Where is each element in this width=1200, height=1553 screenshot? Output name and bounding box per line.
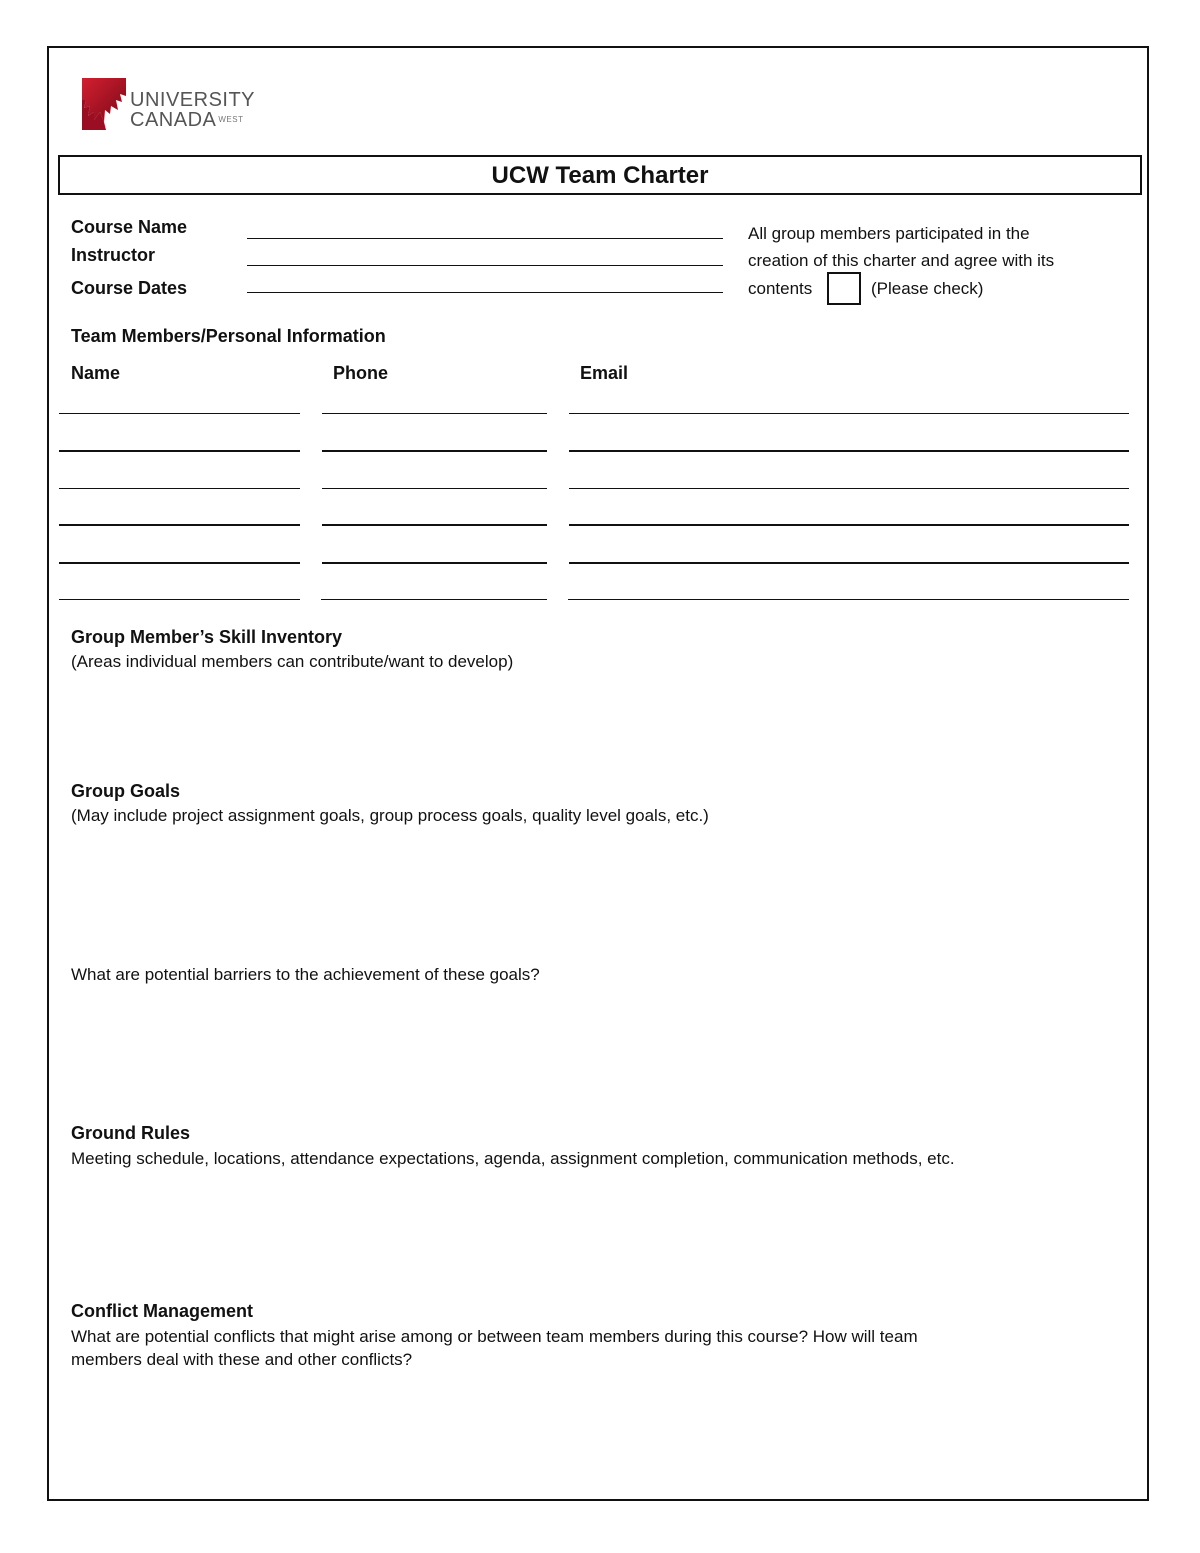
member-4-email-field[interactable] (569, 524, 1129, 526)
agreement-line-3-suffix: (Please check) (871, 279, 984, 298)
ground-rules-answer-area[interactable] (71, 1175, 1131, 1290)
agreement-line-1: All group members participated in the (748, 224, 1030, 243)
instructor-label: Instructor (71, 245, 156, 265)
skills-heading: Group Member’s Skill Inventory (71, 627, 343, 647)
member-1-phone-field[interactable] (322, 413, 547, 414)
logo-line-2-text: CANADA (130, 109, 217, 131)
goals-note: (May include project assignment goals, group process goals, quality level goals, etc.) (71, 806, 709, 825)
course-name-label: Course Name (71, 217, 188, 237)
logo-wordmark (130, 90, 255, 130)
member-6-email-field[interactable] (568, 599, 1129, 600)
member-1-email-field[interactable] (569, 413, 1129, 414)
logo-line-1: UNIVERSITY (130, 89, 256, 111)
column-header-email: Email (580, 363, 629, 383)
member-2-email-field[interactable] (569, 450, 1129, 452)
goals-heading: Group Goals (71, 781, 181, 801)
agreement-checkbox[interactable] (827, 272, 861, 305)
member-1-name-field[interactable] (59, 413, 300, 414)
conflict-note-line-2: members deal with these and other conflicts? (71, 1350, 413, 1369)
agreement-line-3-prefix: contents (748, 279, 813, 298)
ground-rules-note: Meeting schedule, locations, attendance expectations, agenda, assignment completion, communication methods, etc. (71, 1149, 955, 1168)
course-dates-label: Course Dates (71, 278, 188, 298)
member-2-phone-field[interactable] (322, 450, 547, 452)
member-3-email-field[interactable] (569, 488, 1129, 489)
member-5-email-field[interactable] (569, 562, 1129, 564)
barriers-answer-area[interactable] (71, 990, 1131, 1115)
conflict-note-line-1: What are potential conflicts that might arise among or between team members during this course? How will team (71, 1327, 918, 1346)
member-5-phone-field[interactable] (322, 562, 547, 564)
logo-suffix: WEST (218, 115, 244, 124)
skills-answer-area[interactable] (71, 678, 1131, 773)
member-5-name-field[interactable] (59, 562, 300, 564)
member-4-name-field[interactable] (59, 524, 300, 526)
goals-answer-area[interactable] (71, 832, 1131, 957)
course-name-field[interactable] (247, 238, 723, 239)
member-3-phone-field[interactable] (322, 488, 547, 489)
skills-note: (Areas individual members can contribute/want to develop) (71, 652, 514, 671)
member-6-phone-field[interactable] (321, 599, 547, 600)
agreement-line-2: creation of this charter and agree with its (748, 251, 1055, 270)
university-logo (80, 76, 280, 136)
conflict-heading: Conflict Management (71, 1301, 254, 1321)
maple-leaf-logo-icon (80, 76, 130, 132)
conflict-answer-area[interactable] (71, 1376, 1131, 1491)
ground-rules-heading: Ground Rules (71, 1123, 191, 1143)
member-4-phone-field[interactable] (322, 524, 547, 526)
instructor-field[interactable] (247, 265, 723, 266)
column-header-name: Name (71, 363, 121, 383)
member-6-name-field[interactable] (59, 599, 300, 600)
logo-line-2 (130, 110, 255, 130)
member-2-name-field[interactable] (59, 450, 300, 452)
page-title: UCW Team Charter (58, 155, 1142, 195)
column-header-phone: Phone (333, 363, 389, 383)
member-3-name-field[interactable] (59, 488, 300, 489)
barriers-question: What are potential barriers to the achievement of these goals? (71, 965, 540, 984)
course-dates-field[interactable] (247, 292, 723, 293)
team-members-heading: Team Members/Personal Information (71, 326, 386, 346)
